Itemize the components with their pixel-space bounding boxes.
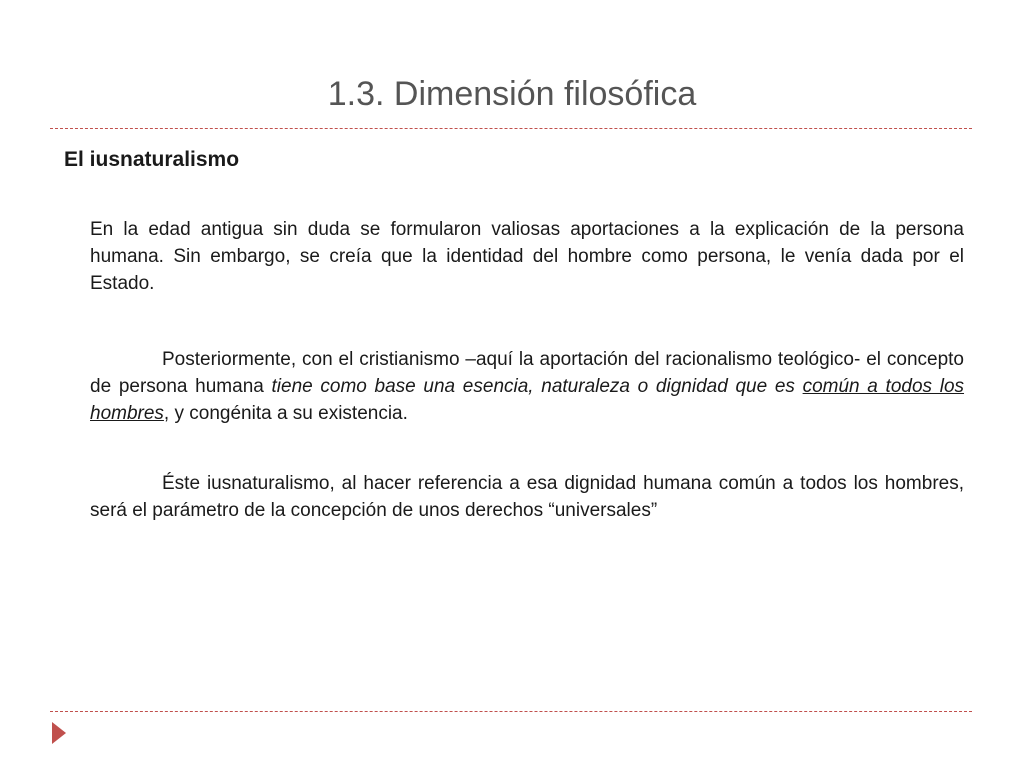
- slide-title: 1.3. Dimensión filosófica: [327, 75, 697, 113]
- paragraph-christianity-text-1: Posteriormente, con el cristianismo –aquí la aportación del racionalismo teológico- el concepto de persona humana: [90, 349, 964, 397]
- triangle-right-icon: [52, 722, 66, 744]
- title-divider: [50, 128, 972, 129]
- footer-divider: [50, 711, 972, 712]
- paragraph-iusnaturalism: Éste iusnaturalismo, al hacer referencia a esa dignidad humana común a todos los hombres, será el parámetro de la concepción de unos derechos “universales”: [90, 473, 964, 521]
- paragraph-antiquity: En la edad antigua sin duda se formularon valiosas aportaciones a la explicación de la persona humana. Sin embargo, se creía que la identidad del hombre como persona, le venía dada por el Estado.: [90, 219, 964, 294]
- paragraph-christianity-text-2: , y congénita a su existencia.: [163, 403, 408, 424]
- paragraph-christianity: [90, 346, 964, 427]
- paragraph-christianity-italic: tiene como base una esencia, naturaleza o dignidad que es: [271, 376, 803, 397]
- section-heading: El iusnaturalismo: [64, 148, 240, 171]
- paragraph-christianity-italic-underlined: común a todos los hombres: [90, 376, 965, 424]
